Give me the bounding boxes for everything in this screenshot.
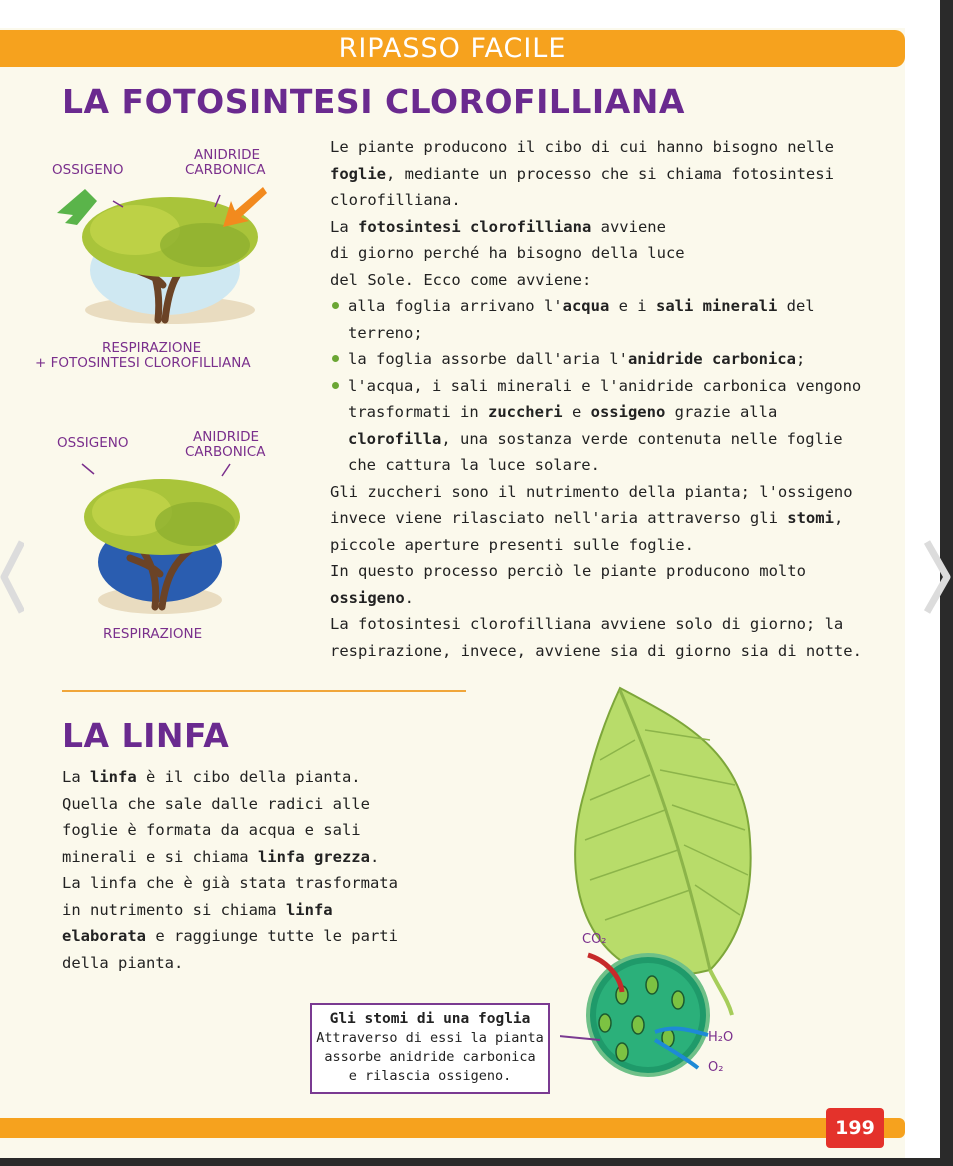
tree-night-illustration <box>60 462 260 622</box>
callout-line: e rilascia ossigeno. <box>348 1068 512 1084</box>
co2-label: CO₂ <box>582 932 607 947</box>
section-title-linfa: LA LINFA <box>62 716 230 755</box>
text-line: del Sole. Ecco come avviene: <box>330 270 592 289</box>
banner-title: RIPASSO FACILE <box>338 33 567 64</box>
list-item: l'acqua, i sali minerali e l'anidride carbonica vengono trasformati in zuccheri e ossigeno grazie alla clorofilla, una sostanza verde contenuta nelle foglie che cattura la luce solare. <box>330 373 890 479</box>
night-label-co2-2: CARBONICA <box>185 444 266 460</box>
night-label-co2-1: ANIDRIDE <box>193 429 259 445</box>
text-line: invece viene rilasciato nell'aria attraverso gli stomi, <box>330 509 844 527</box>
o2-label: O₂ <box>708 1060 724 1075</box>
footer-bar <box>0 1118 905 1138</box>
text-line: La linfa è il cibo della pianta. <box>62 768 361 786</box>
stomi-callout <box>310 1003 550 1094</box>
day-label-co2-1: ANIDRIDE <box>194 147 260 163</box>
linfa-text <box>62 764 422 976</box>
text-line: La linfa che è già stata trasformata <box>62 874 398 892</box>
day-label-co2-2: CARBONICA <box>185 162 266 178</box>
top-margin <box>0 0 953 28</box>
list-item: alla foglia arrivano l'acqua e i sali minerali del terreno; <box>330 293 890 346</box>
prev-page-icon[interactable] <box>0 536 24 618</box>
text-line: La fotosintesi clorofilliana avviene <box>330 217 666 236</box>
text-line: della pianta. <box>62 953 184 972</box>
next-page-icon[interactable] <box>923 536 953 618</box>
tree-day-illustration <box>45 175 295 345</box>
text-line: piccole aperture presenti sulle foglie. <box>330 535 694 554</box>
day-caption-2: + FOTOSINTESI CLOROFILLIANA <box>35 355 251 371</box>
viewer-bottom-edge <box>0 1158 953 1166</box>
list-item: la foglia assorbe dall'aria l'anidride carbonica; <box>330 346 890 373</box>
page-number-badge: 199 <box>826 1108 884 1148</box>
callout-line: assorbe anidride carbonica <box>324 1049 536 1065</box>
process-list <box>330 293 890 479</box>
text-line: Quella che sale dalle radici alle <box>62 794 370 813</box>
leaf-illustration <box>560 680 810 1100</box>
text-line: La fotosintesi clorofilliana avviene solo di giorno; la <box>330 615 844 633</box>
night-caption: RESPIRAZIONE <box>103 626 203 642</box>
callout-title: Gli stomi di una foglia <box>329 1011 531 1027</box>
h2o-label: H₂O <box>708 1030 734 1045</box>
text-line: respirazione, invece, avviene sia di giorno sia di notte. <box>330 641 862 660</box>
text-line: foglie, mediante un processo che si chiama fotosintesi <box>330 164 834 183</box>
ripasso-banner <box>0 30 905 67</box>
day-caption-1: RESPIRAZIONE <box>102 340 202 356</box>
section-title-fotosintesi: LA FOTOSINTESI CLOROFILLIANA <box>62 82 685 121</box>
section-divider <box>62 690 466 692</box>
text-line: ossigeno. <box>330 588 414 607</box>
day-label-oxygen: OSSIGENO <box>52 162 124 178</box>
fotosintesi-text <box>330 134 890 664</box>
text-line: minerali e si chiama linfa grezza. <box>62 847 380 866</box>
callout-line: Attraverso di essi la pianta <box>316 1030 544 1046</box>
text-line: foglie è formata da acqua e sali <box>62 821 361 839</box>
co2-arrow <box>223 187 267 227</box>
text-line: In questo processo perciò le piante producono molto <box>330 562 806 580</box>
text-line: Gli zuccheri sono il nutrimento della pianta; l'ossigeno <box>330 482 853 501</box>
text-line: in nutrimento si chiama linfa <box>62 900 333 919</box>
night-label-oxygen: OSSIGENO <box>57 435 129 451</box>
text-line: Le piante producono il cibo di cui hanno bisogno nelle <box>330 138 834 156</box>
text-line: elaborata e raggiunge tutte le parti <box>62 927 398 945</box>
text-line: di giorno perché ha bisogno della luce <box>330 244 685 262</box>
text-line: clorofilliana. <box>330 191 461 209</box>
